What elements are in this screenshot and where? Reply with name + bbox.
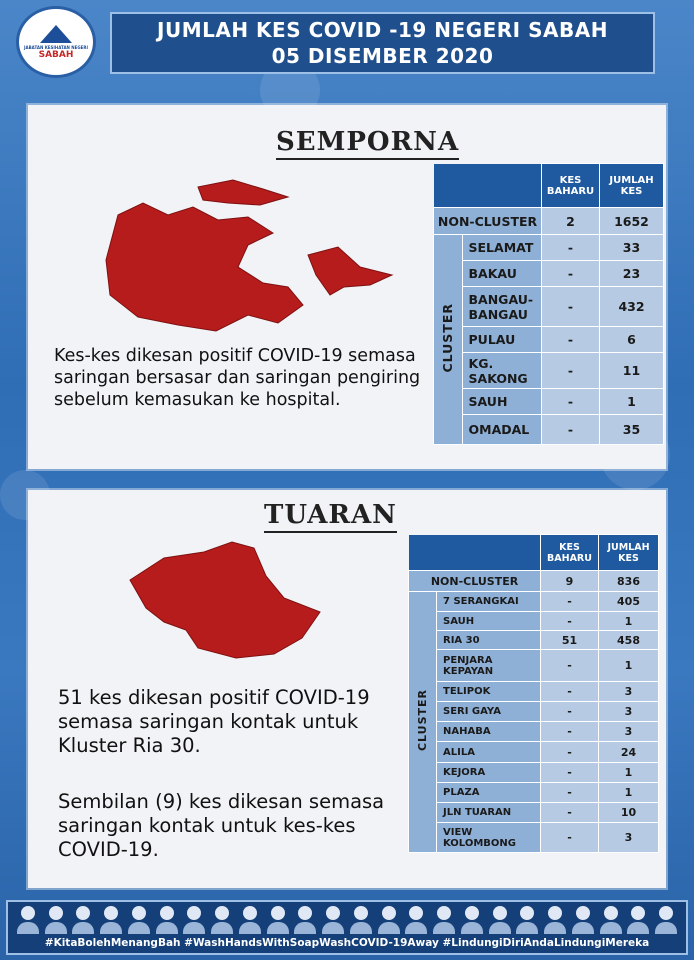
person-icon bbox=[572, 906, 594, 934]
table-row-cluster bbox=[434, 389, 664, 415]
non-cluster-total: 836 bbox=[599, 571, 659, 592]
table-row-cluster bbox=[434, 287, 664, 327]
cluster-total-cases: 3 bbox=[599, 702, 659, 722]
table-row-cluster bbox=[409, 742, 659, 763]
cluster-total-cases: 3 bbox=[599, 682, 659, 702]
tuaran-description-1: 51 kes dikesan positif COVID-19 semasa saringan kontak untuk Kluster Ria 30. bbox=[58, 686, 370, 757]
semporna-map-island-north bbox=[198, 180, 288, 205]
tuaran-description-2: Sembilan (9) kes dikesan semasa saringan kontak untuk kes-kes COVID-19. bbox=[58, 790, 385, 861]
cluster-name: SAUH bbox=[462, 389, 541, 415]
person-icon bbox=[294, 906, 316, 934]
cluster-total-cases: 458 bbox=[599, 631, 659, 650]
person-icon bbox=[100, 906, 122, 934]
table-row-cluster bbox=[434, 327, 664, 353]
cluster-total-cases: 1 bbox=[599, 650, 659, 682]
cluster-total-cases: 6 bbox=[600, 327, 664, 353]
cluster-name: KG. SAKONG bbox=[462, 353, 541, 389]
table-row-cluster bbox=[409, 803, 659, 823]
person-icon bbox=[156, 906, 178, 934]
cluster-name: SERI GAYA bbox=[437, 702, 541, 722]
cluster-group-label bbox=[409, 592, 437, 853]
cluster-total-cases: 3 bbox=[599, 823, 659, 853]
table-row-cluster bbox=[434, 261, 664, 287]
person-icon bbox=[378, 906, 400, 934]
logo-state-name: SABAH bbox=[38, 49, 74, 60]
tuaran-case-table bbox=[408, 534, 659, 853]
cluster-new-cases: - bbox=[541, 592, 599, 612]
table-row-cluster bbox=[409, 682, 659, 702]
table-row-cluster bbox=[434, 415, 664, 445]
cluster-name: KEJORA bbox=[437, 763, 541, 783]
person-icon bbox=[655, 906, 677, 934]
person-icon bbox=[516, 906, 538, 934]
cluster-group-label-text: CLUSTER bbox=[440, 303, 456, 373]
page-date: 05 DISEMBER 2020 bbox=[271, 44, 494, 68]
table-row-cluster bbox=[409, 612, 659, 631]
person-icon bbox=[600, 906, 622, 934]
person-icon bbox=[405, 906, 427, 934]
cluster-new-cases: - bbox=[541, 803, 599, 823]
cluster-total-cases: 1 bbox=[599, 763, 659, 783]
cluster-new-cases: - bbox=[541, 650, 599, 682]
cluster-name: PULAU bbox=[462, 327, 541, 353]
frontliner-crowd-illustration bbox=[14, 906, 680, 936]
cluster-name: JLN TUARAN bbox=[437, 803, 541, 823]
cluster-name: RIA 30 bbox=[437, 631, 541, 650]
table-row-non-cluster bbox=[434, 208, 664, 235]
col-header-total-cases: JUMLAH KES bbox=[599, 535, 659, 571]
cluster-new-cases: - bbox=[541, 682, 599, 702]
cluster-name: NAHABA bbox=[437, 722, 541, 742]
cluster-total-cases: 11 bbox=[600, 353, 664, 389]
table-row-cluster bbox=[409, 631, 659, 650]
page-header bbox=[110, 12, 655, 74]
table-row-cluster bbox=[434, 353, 664, 389]
person-icon bbox=[239, 906, 261, 934]
cluster-new-cases: - bbox=[542, 389, 600, 415]
table-row-cluster bbox=[409, 722, 659, 742]
col-header-new-cases: KES BAHARU bbox=[542, 164, 600, 208]
sabah-health-logo bbox=[16, 6, 96, 78]
cluster-name: BAKAU bbox=[462, 261, 541, 287]
cluster-total-cases: 1 bbox=[600, 389, 664, 415]
cluster-name: VIEW KOLOMBONG bbox=[437, 823, 541, 853]
non-cluster-label: NON-CLUSTER bbox=[434, 208, 542, 235]
cluster-new-cases: - bbox=[542, 353, 600, 389]
table-row-cluster bbox=[409, 763, 659, 783]
cluster-total-cases: 1 bbox=[599, 612, 659, 631]
cluster-new-cases: - bbox=[541, 722, 599, 742]
semporna-map-island-east bbox=[308, 247, 392, 295]
semporna-panel bbox=[28, 105, 666, 469]
cluster-total-cases: 405 bbox=[599, 592, 659, 612]
cluster-total-cases: 1 bbox=[599, 783, 659, 803]
person-icon bbox=[267, 906, 289, 934]
cluster-total-cases: 35 bbox=[600, 415, 664, 445]
cluster-new-cases: - bbox=[541, 702, 599, 722]
district-title-semporna: SEMPORNA bbox=[276, 127, 459, 160]
cluster-group-label-text: CLUSTER bbox=[416, 689, 429, 752]
non-cluster-new: 9 bbox=[541, 571, 599, 592]
person-icon bbox=[433, 906, 455, 934]
non-cluster-new: 2 bbox=[542, 208, 600, 235]
cluster-new-cases: - bbox=[541, 742, 599, 763]
cluster-group-label bbox=[434, 235, 463, 445]
person-icon bbox=[627, 906, 649, 934]
cluster-new-cases: - bbox=[542, 287, 600, 327]
cluster-name: PENJARA KEPAYAN bbox=[437, 650, 541, 682]
non-cluster-label: NON-CLUSTER bbox=[409, 571, 541, 592]
tuaran-map bbox=[124, 540, 324, 660]
page-title: JUMLAH KES COVID -19 NEGERI SABAH bbox=[157, 18, 608, 42]
semporna-map-mainland bbox=[106, 203, 303, 331]
cluster-total-cases: 23 bbox=[600, 261, 664, 287]
table-row-non-cluster bbox=[409, 571, 659, 592]
tuaran-panel bbox=[28, 490, 666, 888]
col-header-new-cases: KES BAHARU bbox=[541, 535, 599, 571]
semporna-description: Kes-kes dikesan positif COVID-19 semasa saringan bersasar dan saringan pengiring sebelum kemasukan ke hospital. bbox=[54, 346, 421, 410]
cluster-total-cases: 10 bbox=[599, 803, 659, 823]
table-row-cluster bbox=[409, 783, 659, 803]
cluster-name: SAUH bbox=[437, 612, 541, 631]
cluster-new-cases: - bbox=[542, 327, 600, 353]
cluster-new-cases: - bbox=[541, 783, 599, 803]
person-icon bbox=[461, 906, 483, 934]
district-title-tuaran: TUARAN bbox=[264, 500, 397, 533]
col-header-total-cases: JUMLAH KES bbox=[600, 164, 664, 208]
non-cluster-total: 1652 bbox=[600, 208, 664, 235]
cluster-name: TELIPOK bbox=[437, 682, 541, 702]
table-row-cluster bbox=[434, 235, 664, 261]
cluster-new-cases: - bbox=[541, 763, 599, 783]
cluster-total-cases: 24 bbox=[599, 742, 659, 763]
cluster-name: 7 SERANGKAI bbox=[437, 592, 541, 612]
person-icon bbox=[489, 906, 511, 934]
table-row-cluster bbox=[409, 592, 659, 612]
footer-hashtags: #KitaBolehMenangBah #WashHandsWithSoapWashCOVID-19Away #LindungiDiriAndaLindungiMereka bbox=[44, 937, 650, 949]
person-icon bbox=[350, 906, 372, 934]
cluster-new-cases: - bbox=[542, 235, 600, 261]
cluster-total-cases: 33 bbox=[600, 235, 664, 261]
table-row-cluster bbox=[409, 823, 659, 853]
person-icon bbox=[17, 906, 39, 934]
logo-agency-text: JABATAN KESIHATAN NEGERI bbox=[24, 44, 88, 50]
cluster-name: ALILA bbox=[437, 742, 541, 763]
mountain-icon bbox=[40, 25, 72, 43]
cluster-new-cases: - bbox=[541, 823, 599, 853]
tuaran-map-shape bbox=[130, 542, 320, 658]
cluster-new-cases: 51 bbox=[541, 631, 599, 650]
cluster-new-cases: - bbox=[542, 261, 600, 287]
person-icon bbox=[544, 906, 566, 934]
cluster-name: OMADAL bbox=[462, 415, 541, 445]
cluster-name: SELAMAT bbox=[462, 235, 541, 261]
table-row-cluster bbox=[409, 650, 659, 682]
cluster-total-cases: 432 bbox=[600, 287, 664, 327]
person-icon bbox=[322, 906, 344, 934]
cluster-name: PLAZA bbox=[437, 783, 541, 803]
table-row-cluster bbox=[409, 702, 659, 722]
cluster-new-cases: - bbox=[541, 612, 599, 631]
semporna-case-table bbox=[433, 163, 664, 445]
person-icon bbox=[211, 906, 233, 934]
person-icon bbox=[45, 906, 67, 934]
footer-banner bbox=[6, 900, 688, 955]
cluster-name: BANGAU-BANGAU bbox=[462, 287, 541, 327]
person-icon bbox=[128, 906, 150, 934]
person-icon bbox=[183, 906, 205, 934]
cluster-new-cases: - bbox=[542, 415, 600, 445]
semporna-map bbox=[98, 175, 398, 335]
cluster-total-cases: 3 bbox=[599, 722, 659, 742]
person-icon bbox=[72, 906, 94, 934]
